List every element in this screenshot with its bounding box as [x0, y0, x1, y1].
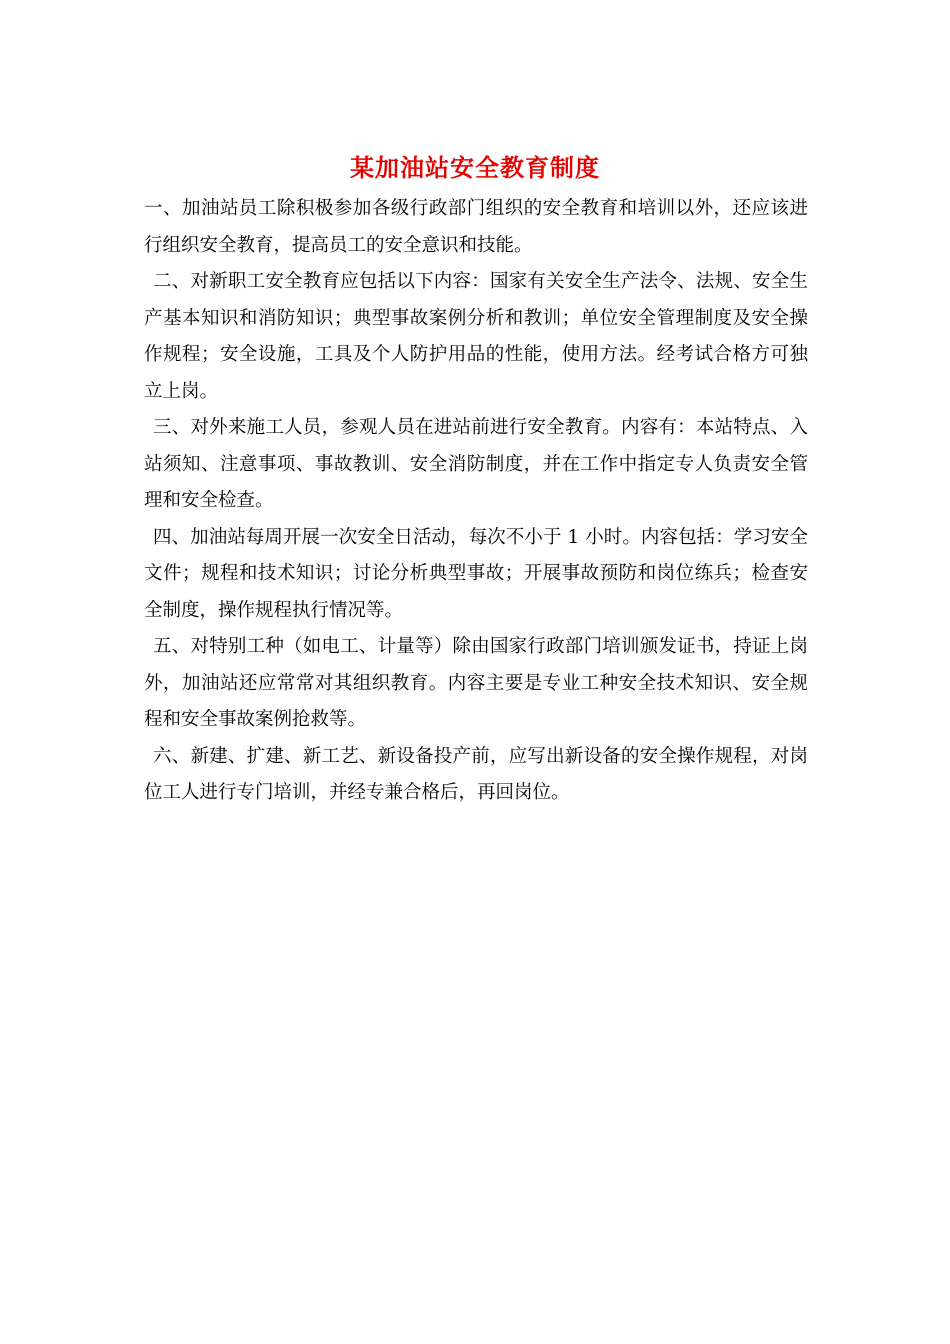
paragraph-2: 二、对新职工安全教育应包括以下内容：国家有关安全生产法令、法规、安全生产基本知识和消防知识；典型事故案例分析和教训；单位安全管理制度及安全操作规程；安全设施，工具及个人防护用品的性能，使用方法。经考试合格方可独立上岗。 [144, 271, 808, 402]
paragraph-1: 一、加油站员工除积极参加各级行政部门组织的安全教育和培训以外，还应该进行组织安全教育，提高员工的安全意识和技能。 [144, 198, 808, 256]
document-title: 某加油站安全教育制度 [350, 153, 600, 182]
paragraph-3: 三、对外来施工人员，参观人员在进站前进行安全教育。内容有：本站特点、入站须知、注意事项、事故教训、安全消防制度，并在工作中指定专人负责安全管理和安全检查。 [144, 417, 808, 511]
paragraph-4: 四、加油站每周开展一次安全日活动，每次不小于 1 小时。内容包括：学习安全文件；规程和技术知识；讨论分析典型事故；开展事故预防和岗位练兵；检查安全制度，操作规程执行情况等。 [144, 526, 808, 621]
paragraph-6: 六、新建、扩建、新工艺、新设备投产前，应写出新设备的安全操作规程，对岗位工人进行专门培训，并经专兼合格后，再回岗位。 [144, 745, 808, 803]
document-body [144, 191, 808, 812]
paragraph-5: 五、对特别工种（如电工、计量等）除由国家行政部门培训颁发证书，持证上岗外，加油站还应常常对其组织教育。内容主要是专业工种安全技术知识、安全规程和安全事故案例抢救等。 [144, 636, 808, 730]
